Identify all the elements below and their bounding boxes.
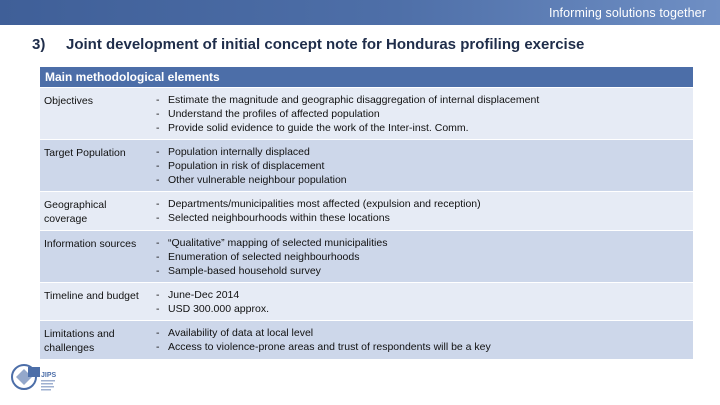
- row-label: Geographical coverage: [44, 199, 107, 225]
- list-item: - USD 300.000 approx.: [156, 303, 269, 315]
- table-row: [40, 230, 693, 282]
- row-label: Target Population: [44, 147, 126, 159]
- list-item: - June-Dec 2014: [156, 289, 240, 301]
- list-item: - Population internally displaced: [156, 146, 310, 158]
- slide-number: 3): [32, 36, 46, 53]
- jips-logo-icon: [10, 355, 60, 400]
- row-items: [150, 283, 693, 320]
- row-label: Limitations and challenges: [44, 328, 115, 354]
- svg-text:JIPS: JIPS: [41, 372, 57, 379]
- row-items: [150, 321, 693, 359]
- list-item: - Sample-based household survey: [156, 265, 321, 277]
- list-item: - Enumeration of selected neighbourhoods: [156, 251, 360, 263]
- table-row: [40, 191, 693, 230]
- row-label: Objectives: [44, 95, 94, 107]
- table-header: Main methodological elements: [40, 67, 693, 87]
- slide-title: Joint development of initial concept note for Honduras profiling exercise: [66, 36, 585, 53]
- methodology-table: [40, 67, 693, 359]
- table-row: [40, 320, 693, 359]
- list-item: - Population in risk of displacement: [156, 160, 325, 172]
- table-row: [40, 282, 693, 320]
- list-item: - Provide solid evidence to guide the work of the Inter-inst. Comm.: [156, 122, 469, 134]
- list-item: - Estimate the magnitude and geographic disaggregation of internal displacement: [156, 94, 540, 106]
- tagline: Informing solutions together: [548, 6, 706, 20]
- row-items: [150, 231, 693, 282]
- top-banner: [0, 0, 720, 25]
- table-row: [40, 139, 693, 191]
- table-row: [40, 87, 693, 139]
- row-items: [150, 140, 693, 191]
- list-item: - Access to violence-prone areas and trust of respondents will be a key: [156, 341, 491, 353]
- row-label: Timeline and budget: [44, 290, 139, 302]
- row-label: Information sources: [44, 238, 137, 250]
- list-item: - Other vulnerable neighbour population: [156, 174, 347, 186]
- list-item: - Availability of data at local level: [156, 327, 314, 339]
- list-item: - Understand the profiles of affected population: [156, 108, 380, 120]
- list-item: - Selected neighbourhoods within these locations: [156, 212, 390, 224]
- list-item: - Departments/municipalities most affected (expulsion and reception): [156, 198, 481, 210]
- row-items: [150, 192, 693, 230]
- row-items: [150, 88, 693, 139]
- list-item: - “Qualitative” mapping of selected municipalities: [156, 237, 388, 249]
